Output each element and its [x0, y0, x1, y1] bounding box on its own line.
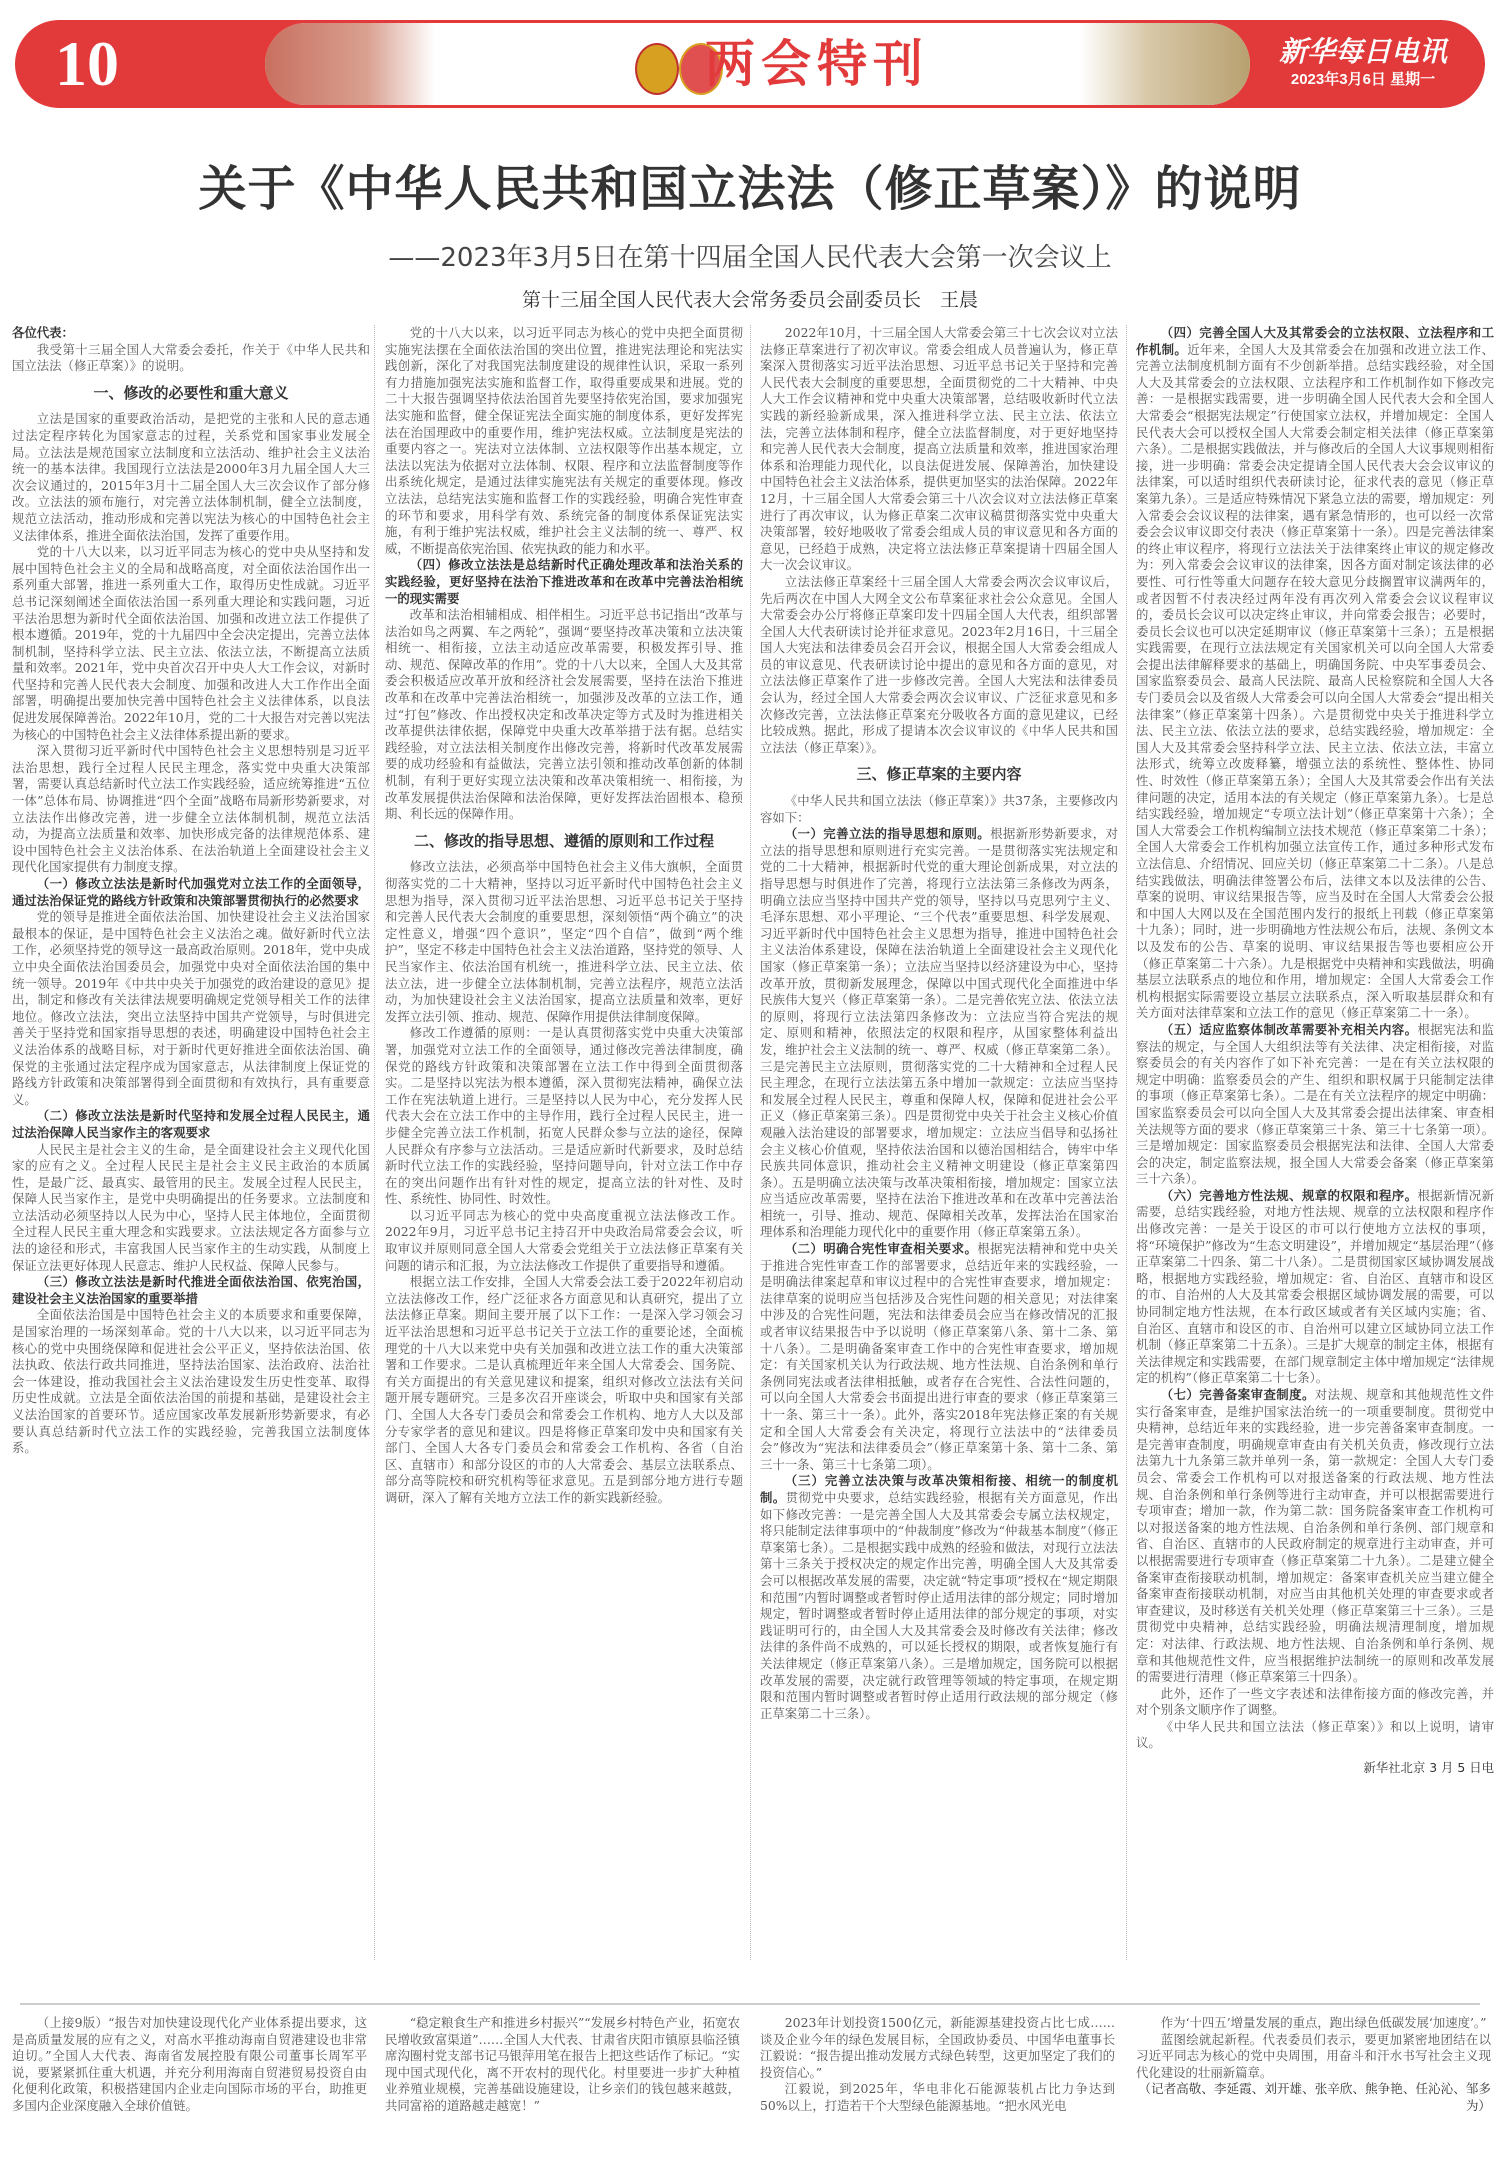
brand-name: 新华每日电讯	[1278, 35, 1447, 68]
item-body: 近年来，全国人大及其常委会在加强和改进立法工作、完善立法制度机制方面有不少创新举措。总结实践经验，对全国人大及其常委会的立法权限、立法程序和工作机制作如下修改完善：一是根据实践需要，进一步明确全国人民代表大会和全国人大常委会“根据宪法规定”行使国家立法权，并增加规定：全国人民代表大会可以授权全国人大常委会制定相关法律（修正草案第六条）。二是根据实践做法，并与修改后的全国人大议事规则相衔接，进一步明确：常委会决定提请全国人民代表大会会议审议的法律案，可以适时组织代表研读讨论，征求代表的意见（修正草案第九条）。三是适应特殊情况下紧急立法的需要，增加规定：列入常委会会议议程的法律案，遇有紧急情形的，也可以经一次常委会会议审议即交付表决（修正草案第十一条）。四是完善法律案的终止审议程序，将现行立法法关于法律案终止审议的规定修改为：列入常委会会议审议的法律案，因各方面对制定该法律的必要性、可行性等重大问题存在较大意见分歧搁置审议满两年的，或者因暂不付表决经过两年没有再次列入常委会会议议程审议的，委员长会议可以决定终止审议，并向常委会报告；必要时，委员长会议也可以决定延期审议（修正草案第十三条）；五是根据实践需要，在现行立法法规定有关国家机关可以向全国人大常委会提出法律解释要求的基础上，明确国务院、中央军事委员会、国家监察委员会、最高人民法院、最高人民检察院和全国人大各专门委员会以及省级人大常委会可以向全国人大常委会“提出相关法律案”（修正草案第十四条）。六是贯彻党中央关于推进科学立法、民主立法、依法立法的要求，总结实践经验，增加规定：全国人大及其常委会坚持科学立法、民主立法、依法立法，丰富立法形式，统筹立改废释纂，增强立法的系统性、整体性、协同性、时效性（修正草案第五条）；全国人大及其常委会作出有关法律问题的决定，适用本法的有关规定（修正草案第九条）。七是总结实践经验，增加规定“专项立法计划”（修正草案第十六条）；全国人大常委会工作机构编制立法技术规范（修正草案第二十条）；全国人大常委会工作机构加强立法宣传工作，通过多种形式发布立法信息、介绍情况、回应关切（修正草案第二十二条）。八是总结实践做法，明确法律签署公布后，法律文本以及法律的公告、草案的说明、审议结果报告等，应当及时在全国人大常委会公报和中国人大网以及在全国范围内发行的报纸上刊载（修正草案第十九条）；同时，进一步明确地方性法规公布后，法规、条例文本以及发布的公告、草案的说明、审议结果报告等也要相应公开（修正草案第二十六条）。九是根据党中央精神和实践做法，明确基层立法联系点的地位和作用，增加规定：全国人大常委会工作机构根据实际需要设立基层立法联系点，深入听取基层群众和有关方面对法律草案和立法工作的意见（修正草案第二十一条）。	[1136, 341, 1495, 1021]
item-body: 根据宪法精神和党中央关于推进合宪性审查工作的部署要求，总结近年来的实践经验，一是明确法律案起草和审议过程中的合宪性审查要求，增加规定：法律草案的说明应当包括涉及合宪性问题的相关意见；对法律案中涉及的合宪性问题，宪法和法律委员会应当在修改情况的汇报或者审议结果报告中予以说明（修正草案第八条、第十二条、第十八条）。二是明确备案审查工作中的合宪性审查要求，增加规定：有关国家机关认为行政法规、地方性法规、自治条例和单行条例同宪法或者法律相抵触，或者存在合宪性、合法性问题的，可以向全国人大常委会书面提出进行审查的要求（修正草案第三十一条、第三十一条）。此外，落实2018年宪法修正案的有关规定和全国人大常委会有关决定，将现行立法法中的“法律委员会”修改为“宪法和法律委员会”（修正草案第十条、第十二条、第三十一条、第三十七条第二项）。	[760, 1241, 1119, 1472]
paragraph: 党的十八大以来，以习近平同志为核心的党中央从坚持和发展中国特色社会主义的全局和战略高度，对全面依法治国作出一系列重大部署，推进一系列重大工作，取得历史性成就。习近平总书记深刻阐述全面依法治国一系列重大理论和实践问题，习近平法治思想为新时代全面依法治国、加强和改进立法工作提供了根本遵循。2019年，党的十九届四中全会决定提出，完善立法体制机制，坚持科学立法、民主立法、依法立法，不断提高立法质量和效率。2021年，党中央首次召开中央人大工作会议，对新时代坚持和完善人民代表大会制度、加强和改进人大工作作出全面部署，明确提出要加快完善中国特色社会主义法律体系，以良法促进发展保障善治。2022年10月，党的二十大报告对完善以宪法为核心的中国特色社会主义法律体系提出新的要求。	[12, 544, 370, 742]
item-body: 根据宪法和监察法的规定，与全国人大组织法等有关法律、决定相衔接，对监察委员会的有关内容作了如下补充完善：一是在有关立法权限的规定中明确：监察委员会的产生、组织和职权属于只能制定法律的事项（修正草案第七条）。二是在有关立法程序的规定中明确：国家监察委员会可以向全国人大及其常委会提出法律案、审查相关法规等方面的要求（修正草案第三十条、第三十七条第一项）。三是增加规定：国家监察委员会根据宪法和法律、全国人大常委会的决定，制定监察法规，报全国人大常委会备案（修正草案第三十六条）。	[1136, 1021, 1495, 1187]
masthead	[15, 20, 1485, 108]
section-2-heading: 二、修改的指导思想、遵循的原则和工作过程	[413, 831, 714, 850]
item-lead: （二）明确合宪性审查相关要求。	[784, 1241, 978, 1257]
section-divider	[20, 2003, 1480, 2005]
paragraph: 修改工作遵循的原则：一是认真贯彻落实党中央重大决策部署，加强党对立法工作的全面领导，通过修改完善法律制度，确保党的路线方针政策和决策部署在立法工作中得到全面贯彻落实。二是坚持以宪法为根本遵循，深入贯彻宪法精神，确保立法工作在宪法轨道上进行。三是坚持以人民为中心，充分发挥人民代表大会在立法工作中的主导作用，践行全过程人民民主，进一步健全完善立法工作机制，拓宽人民群众参与立法的途径，保障人民群众有序参与立法活动。三是适应新时代新要求，及时总结新时代立法工作的实践经验，坚持问题导向，针对立法工作中存在的突出问题作出有针对性的规定，提高立法的针对性、及时性、系统性、协同性、时效性。	[385, 1025, 743, 1207]
section-title: 两会特刊	[705, 35, 929, 93]
paragraph: 江毅说，到2025年，华电非化石能源装机占比力争达到50%以上，打造若干个大型绿色能源基地。“把水风光电	[760, 2081, 1115, 2113]
greeting: 各位代表：	[12, 325, 74, 340]
continuation-col-1	[12, 2015, 367, 2115]
column-3	[760, 325, 1118, 1722]
column-2	[385, 325, 743, 1507]
item-body: 对法规、规章和其他规范性文件实行备案审查，是维护国家法治统一的一项重要制度。贯彻党中央精神，总结近年来的实践经验，进一步完善备案审查制度。一是完善审查制度，明确规章审查由有关机关负责，修改现行立法法第九十九条第三款并单列一条，第一款规定：全国人大专门委员会、常委会工作机构可以对报送备案的行政法规、地方性法规、自治条例和单行条例等进行主动审查，并可以根据需要进行专项审查；增加一款，作为第二款：国务院备案审查工作机构可以对报送备案的地方性法规、自治条例和单行条例、部门规章和省、自治区、直辖市的人民政府制定的规章进行主动审查，并可以根据需要进行专项审查（修正草案第二十九条）。二是建立健全备案审查衔接联动机制，增加规定：备案审查机关应当建立健全备案审查衔接联动机制，对应当由其他机关处理的审查要求或者审查建议，及时移送有关机关处理（修正草案第三十三条）。三是贯彻党中央精神，总结实践经验，明确法规清理制度，增加规定：对法律、行政法规、地方性法规、自治条例和单行条例、规章和其他规范性文件，应当根据维护法制统一的原则和改革发展的需要进行清理（修正草案第三十四条）。	[1136, 1387, 1495, 1685]
content-item	[760, 1241, 1118, 1473]
continuation-col-2	[385, 2015, 740, 2115]
item-lead: （七）完善备案审查制度。	[1160, 1387, 1315, 1402]
paragraph: 2023年计划投资1500亿元，新能源基建投资占比七成……谈及企业今年的绿色发展目标，全国政协委员、中国华电董事长江毅说：“报告提出推动发展方式绿色转型，这更加坚定了我们的投资信心。”	[760, 2015, 1115, 2080]
issue-date: 2023年3月6日 星期一	[1290, 71, 1436, 88]
content-item	[760, 1473, 1118, 1722]
paragraph: 《中华人民共和国立法法（修正草案）》共37条，主要修改内容如下：	[760, 793, 1118, 825]
content-item	[760, 826, 1118, 1241]
paragraph: 修改立法法，必须高举中国特色社会主义伟大旗帜，全面贯彻落实党的二十大精神，坚持以习近平新时代中国特色社会主义思想为指导，深入贯彻习近平法治思想、习近平总书记关于坚持和完善人民代表大会制度的重要思想，深刻领悟“两个确立”的决定性意义，增强“四个意识”，坚定“四个自信”，做到“两个维护”，坚定不移走中国特色社会主义法治道路，坚持党的领导、人民当家作主、依法治国有机统一，推进科学立法、民主立法、依法立法，进一步健全立法体制机制，完善立法程序，规范立法活动，为加快建设社会主义法治国家，提高立法质量和效率，更好发挥立法引领、推动、规范、保障作用提供法律制度保障。	[385, 859, 743, 1024]
item-lead: （四）完善全国人大及其常委会的立法权限、立法程序和工作机制。	[1136, 325, 1494, 357]
paragraph: “稳定粮食生产和推进乡村振兴”“发展乡村特色产业，拓宽农民增收致富渠道”……全国人大代表、甘肃省庆阳市镇原县临泾镇席沟圈村党支部书记马银萍用笔在报告上把这些话作了标记。“实现中国式现代化，离不开农村的现代化。村里要进一步扩大种植业养殖业规模，完善基础设施建设，让乡亲们的钱包越来越鼓，共同富裕的道路越走越宽！”	[385, 2015, 740, 2113]
continuation-col-4	[1136, 2015, 1491, 2115]
item-body: 根据新情况新需要，总结实践经验，对地方性法规、规章的立法权限和程序作出修改完善：一是关于设区的市可以行使地方立法权的事项，将“环境保护”修改为“生态文明建设”，并增加规定“基层治理”（修正草案第二十四条、第二十八条）。二是贯彻国家区域协调发展战略，根据地方实践经验，增加规定：省、自治区、直辖市和设区的市、自治州的人大及其常委会根据区域协调发展的需要，可以协同制定地方性法规，在本行政区域或者有关区域内实施；省、自治区、直辖市和设区的市、自治州可以建立区域协同立法工作机制（修正草案第二十五条）。三是扩大规章的制定主体，根据有关法律规定和实践需要，在部门规章制定主体中增加规定“法律规定的机构”（修正草案第二十七条）。	[1136, 1187, 1495, 1386]
paragraph: 蓝图绘就起新程。代表委员们表示，要更加紧密地团结在以习近平同志为核心的党中央周围，用奋斗和汗水书写社会主义现代化建设的壮丽新篇章。	[1136, 2031, 1491, 2080]
item-lead: （一）完善立法的指导思想和原则。	[784, 826, 991, 842]
subsection-heading: （三）修改立法法是新时代推进全面依法治国、依宪治国，建设社会主义法治国家的重要举措	[12, 1274, 370, 1306]
article-byline: 第十三届全国人民代表大会常务委员会副委员长 王晨	[521, 289, 978, 311]
column-4	[1136, 325, 1494, 1777]
paragraph: 立法法修正草案经十三届全国人大常委会两次会议审议后，先后两次在中国人大网全文公布草案征求社会公众意见。全国人大常委会办公厅将修正草案印发十四届全国人大代表，组织部署全国人大代表研读讨论并征求意见。2023年2月16日，十三届全国人大宪法和法律委员会召开会议，根据全国人大常委会组成人员的审议意见、代表研读讨论中提出的意见和各方面的意见，对立法法修正草案作了进一步修改完善。全国人大宪法和法律委员会认为，经过全国人大常委会两次会议审议、广泛征求意见和多次修改完善，立法法修正草案充分吸收各方面的意见建议，已经比较成熟。据此，形成了提请本次会议审议的《中华人民共和国立法法（修正草案）》。	[760, 573, 1118, 755]
paragraph: 改革和法治相辅相成、相伴相生。习近平总书记指出“改革与法治如鸟之两翼、车之两轮”，强调“要坚持改革决策和立法决策相统一、相衔接，立法主动适应改革需要，积极发挥引导、推动、规范、保障改革的作用”。党的十八大以来，全国人大及其常委会积极适应改革开放和经济社会发展需要，坚持在法治下推进改革和在改革中完善法治相统一，加强涉及改革的立法工作，通过“打包”修改、作出授权决定和改革决定等方式及时为推进相关改革提供法律依据，保障党中央重大改革举措于法有据。总结实践经验，对立法法相关制度作出修改完善，将新时代改革发展需要的成功经验和有益做法，完善立法引领和推动改革创新的体制机制，有利于更好实现立法决策和改革决策相统一、相衔接，为改革发展提供法治保障和法治保障，更好发挥法治固根本、稳预期、利长远的保障作用。	[385, 607, 743, 822]
intro-paragraph: 我受第十三届全国人大常委会委托，作关于《中华人民共和国立法法（修正草案）》的说明。	[12, 341, 370, 374]
article-title: 关于《中华人民共和国立法法（修正草案）》的说明	[198, 161, 1302, 217]
article-subtitle: ——2023年3月5日在第十四届全国人民代表大会第一次会议上	[388, 243, 1112, 273]
reporter-credit: （记者高敬、李延霞、刘开雄、张辛欣、熊争艳、任沁沁、邹多为）	[1138, 2081, 1491, 2113]
paragraph: 立法是国家的重要政治活动，是把党的主张和人民的意志通过法定程序转化为国家意志的过程，关系党和国家事业发展全局。立法法是规范国家立法制度和立法活动、维护社会主义法治统一的基本法律。我国现行立法法是2000年3月九届全国人大三次会议通过的，2015年3月十二届全国人大三次会议作了部分修改。立法法的颁布施行，对完善立法体制机制，健全立法制度，规范立法活动，推动形成和完善以宪法为核心的中国特色社会主义法律体系，推进全面依法治国，发挥了重要作用。	[12, 411, 370, 543]
subsection-heading: （四）修改立法法是总结新时代正确处理改革和法治关系的实践经验，更好坚持在法治下推进改革和在改革中完善法治相统一的现实需要	[385, 557, 743, 606]
paragraph: 深入贯彻习近平新时代中国特色社会主义思想特别是习近平法治思想，践行全过程人民民主理念，落实党中央重大决策部署，需要认真总结新时代立法工作实践经验，适应统筹推进“五位一体”总体布局、协调推进“四个全面”战略布局新形势新要求，对立法法作出修改完善，进一步健全立法体制机制，规范立法活动，为提高立法质量和效率、加快形成完备的法律规范体系、建设中国特色社会主义法治体系、在法治轨道上全面建设社会主义现代化国家提供有力制度支撑。	[12, 743, 370, 875]
item-body: 贯彻党中央要求，总结实践经验，根据有关方面意见，作出如下修改完善：一是完善全国人大及其常委会专属立法权规定，将只能制定法律事项中的“仲裁制度”修改为“仲裁基本制度”（修正草案第七条）。二是根据实践中成熟的经验和做法，对现行立法法第十三条关于授权决定的规定作出完善，明确全国人大及其常委会可以根据改革发展的需要，决定就“特定事项”授权在“规定期限和范围”内暂时调整或者暂时停止适用法律的部分规定；同时增加规定，暂时调整或者暂时停止适用法律的部分规定的事项，对实践证明可行的，由全国人大及其常委会及时修改有关法律；修改法律的条件尚不成熟的，可以延长授权的期限，或者恢复施行有关法律规定（修正草案第八条）。三是增加规定，国务院可以根据改革发展的需要，决定就行政管理等领域的特定事项，在规定期限和范围内暂时调整或者暂时停止适用行政法规的部分规定（修正草案第二十三条）。	[760, 1489, 1119, 1721]
section-1-heading: 一、修改的必要性和重大意义	[93, 383, 289, 402]
subsection-heading: （二）修改立法法是新时代坚持和发展全过程人民民主，通过法治保障人民当家作主的客观要求	[12, 1108, 370, 1140]
paragraph: 人民民主是社会主义的生命，是全面建设社会主义现代化国家的应有之义。全过程人民民主是社会主义民主政治的本质属性，是最广泛、最真实、最管用的民主。发展全过程人民民主，保障人民当家作主，是党中央明确提出的任务要求。立法制度和立法活动必须坚持以人民为中心，坚持人民主体地位，全面贯彻全过程人民民主重大理念和实践要求。立法法规定各方面参与立法的途径和形式，丰富我国人民当家作主的生动实践，从制度上保证立法更好体现人民意志、维护人民权益、保障人民参与。	[12, 1141, 370, 1273]
content-item	[1136, 1387, 1494, 1686]
paragraph: 作为‘十四五’增量发展的重点，跑出绿色低碳发展‘加速度’。”	[1160, 2015, 1487, 2030]
paragraph: （上接9版）“报告对加快建设现代化产业体系提出要求，这是高质量发展的应有之义，对高水平推动海南自贸港建设也非常迫切。”全国人大代表、海南省发展控股有限公司董事长周军平说，要紧紧抓住重大机遇，并充分利用海南自贸港贸易投资自由化便利化政策，积极搭建国内企业走向国际市场的平台，助推更多国内企业深度融入全球价值链。	[12, 2015, 367, 2113]
content-item	[1136, 325, 1494, 1022]
item-lead: （六）完善地方性法规、规章的权限和程序。	[1160, 1187, 1418, 1203]
page-number: 10	[55, 28, 119, 99]
section-3-heading: 三、修正草案的主要内容	[856, 765, 1022, 784]
item-lead: （三）完善立法决策与改革决策相衔接、相统一的制度机制。	[760, 1473, 1118, 1505]
continuation-col-3	[760, 2015, 1115, 2115]
national-emblem-icon	[635, 43, 679, 95]
subsection-heading: （一）修改立法法是新时代加强党对立法工作的全面领导，通过法治保证党的路线方针政策和决策部署贯彻执行的必然要求	[12, 876, 370, 908]
tiananmen-image	[265, 23, 435, 105]
paragraph: 《中华人民共和国立法法（修正草案）》和以上说明，请审议。	[1136, 1718, 1494, 1751]
brand-block	[1279, 34, 1447, 90]
content-item	[1136, 1022, 1494, 1188]
paragraph: 党的十八大以来，以习近平同志为核心的党中央把全面贯彻实施宪法摆在全面依法治国的突出位置，推进宪法理论和宪法实践创新，深化了对我国宪法制度建设的规律性认识，采取一系列有力措施加强宪法实施和监督工作，取得重要成果和进展。党的二十大报告强调坚持依法治国首先要坚持依宪治国，要求加强宪法实施和监督，健全保证宪法全面实施的制度体系，更好发挥宪法在治国理政中的重要作用，维护宪法权威。立法制度是宪法的重要内容之一。宪法对立法体制、立法权限等作出基本规定，立法法以宪法为依据对立法体制、权限、程序和立法监督制度等作出系统化规定，是通过法律实施宪法有关规定的重要体现。修改立法法，总结宪法实施和监督工作的实践经验，明确合宪性审查的环节和要求，用科学有效、系统完备的制度体系保证宪法实施，有利于维护宪法权威，维护社会主义法制的统一、尊严、权威，不断提高依宪治国、依宪执政的能力和水平。	[385, 325, 743, 556]
column-divider	[750, 325, 751, 1960]
item-lead: （五）适应监察体制改革需要补充相关内容。	[1160, 1021, 1418, 1037]
paragraph: 全面依法治国是中国特色社会主义的本质要求和重要保障，是国家治理的一场深刻革命。党的十八大以来，以习近平同志为核心的党中央围绕保障和促进社会公平正义，坚持依法治国、依法执政、依法行政共同推进，坚持法治国家、法治政府、法治社会一体建设，推动我国社会主义法治建设发生历史性变革、取得历史性成就。立法是全面依法治国的前提和基础，是建设社会主义法治国家的首要环节。适应国家改革发展新形势新要求，有必要认真总结新时代立法工作的实践经验，完善我国立法制度体系。	[12, 1307, 370, 1456]
paragraph: 此外，还作了一些文字表述和法律衔接方面的修改完善，并对个别条文顺序作了调整。	[1136, 1685, 1494, 1718]
dateline: 新华社北京 3 月 5 日电	[1363, 1760, 1494, 1776]
paragraph: 以习近平同志为核心的党中央高度重视立法法修改工作。2022年9月，习近平总书记主持召开中央政治局常委会会议，听取审议并原则同意全国人大常委会党组关于立法法修正草案有关问题的请示和汇报，为立法法修改工作提供了重要指导和遵循。	[385, 1207, 743, 1273]
paragraph: 根据立法工作安排，全国人大常委会法工委于2022年初启动立法法修改工作，经广泛征求各方面意见和认真研究，提出了立法法修正草案。期间主要开展了以下工作：一是深入学习领会习近平法治思想和习近平总书记关于立法工作的重要论述，全面梳理党的十八大以来党中央有关加强和改进立法工作的重大决策部署和工作要求。二是认真梳理近年来全国人大常委会、国务院、有关方面提出的有关意见建议和提案，组织对修改立法法有关问题开展专题研究。三是多次召开座谈会，听取中央和国家有关部门、全国人大各专门委员会和常委会工作机构、地方人大以及部分专家学者的意见和建议。四是将修正草案印发中央和国家有关部门、全国人大各专门委员会和常委会工作机构、各省（自治区、直辖市）和部分设区的市的人大常委会、基层立法联系点、部分高等院校和研究机构等征求意见。五是到部分地方进行专题调研，深入了解有关地方立法工作的新实践新经验。	[385, 1274, 743, 1505]
paragraph: 2022年10月，十三届全国人大常委会第三十七次会议对立法法修正草案进行了初次审议。常委会组成人员普遍认为，修正草案深入贯彻落实习近平法治思想、习近平总书记关于坚持和完善人民代表大会制度的重要思想，全面贯彻党的二十大精神、中央人大工作会议精神和党中央重大决策部署，总结吸收新时代立法实践的新经验新成果，深入推进科学立法、民主立法、依法立法，完善立法体制和程序，健全立法监督制度，对于更好地坚持和完善人民代表大会制度，提高立法质量和效率，推进国家治理体系和治理能力现代化，以良法促进发展、保障善治，加快建设中国特色社会主义法治体系，提供更加坚实的法治保障。2022年12月，十三届全国人大常委会第三十八次会议对立法法修正草案进行了再次审议，认为修正草案二次审议稿贯彻落实党中央重大决策部署，较好地吸收了常委会组成人员的审议意见和各方面的意见，已经趋于成熟，决定将立法法修正草案提请十四届全国人大一次会议审议。	[760, 325, 1118, 573]
column-divider	[1126, 325, 1127, 1960]
item-body: 根据新形势新要求，对立法的指导思想和原则进行充实完善。一是贯彻落实宪法规定和党的二十大精神，根据新时代党的重大理论创新成果，对立法的指导思想与时俱进作了完善，将现行立法法第三条修改为两条，明确立法应当坚持中国共产党的领导，坚持以马克思列宁主义、毛泽东思想、邓小平理论、“三个代表”重要思想、科学发展观、习近平新时代中国特色社会主义思想为指导，推进中国特色社会主义法治体系建设，保障在法治轨道上全面建设社会主义现代化国家（修正草案第一条）；立法应当坚持以经济建设为中心，坚持改革开放，贯彻新发展理念，保障以中国式现代化全面推进中华民族伟大复兴（修正草案第一条）。二是完善依宪立法、依法立法的原则，将现行立法法第四条修改为：立法应当符合宪法的规定、原则和精神，依照法定的权限和程序，从国家整体利益出发，维护社会主义法制的统一、尊严、权威（修正草案第二条）。三是完善民主立法原则，贯彻落实党的二十大精神和全过程人民民主理念，在现行立法法第五条中增加一款规定：立法应当坚持和发展全过程人民民主，尊重和保障人权，保障和促进社会公平正义（修正草案第三条）。四是贯彻党中央关于社会主义核心价值观融入法治建设的部署要求，增加规定：立法应当倡导和弘扬社会主义核心价值观，坚持依法治国和以德治国相结合，铸牢中华民族共同体意识，推动社会主义精神文明建设（修正草案第四条）。五是明确立法决策与改革决策相衔接，增加规定：国家立法应当适应改革需要，坚持在法治下推进改革和在改革中完善法治相统一，引导、推动、规范、保障相关改革，发挥法治在国家治理体系和治理能力现代化中的重要作用（修正草案第五条）。	[760, 826, 1119, 1240]
column-divider	[374, 325, 375, 1960]
section-banner	[265, 23, 1250, 105]
column-1	[12, 325, 370, 1457]
paragraph: 党的领导是推进全面依法治国、加快建设社会主义法治国家最根本的保证，是中国特色社会主义法治之魂。做好新时代立法工作，必须坚持党的领导这一最高政治原则。2018年，党中央成立中央全面依法治国委员会，加强党中央对全面依法治国的集中统一领导。2019年《中共中央关于加强党的政治建设的意见》提出，制定和修改有关法律法规要明确规定党领导相关工作的法律地位。修改立法法，突出立法坚持中国共产党领导，与时俱进完善关于坚持党和国家指导思想的表述，明确建设中国特色社会主义法治体系的战略目标，对于新时代更好推进全面依法治国、确保党的主张通过法定程序成为国家意志，从法律制度上保证党的路线方针政策和决策部署得到全面贯彻和有效执行，具有重要意义。	[12, 909, 370, 1107]
content-item	[1136, 1188, 1494, 1387]
great-hall-image	[1080, 23, 1250, 105]
